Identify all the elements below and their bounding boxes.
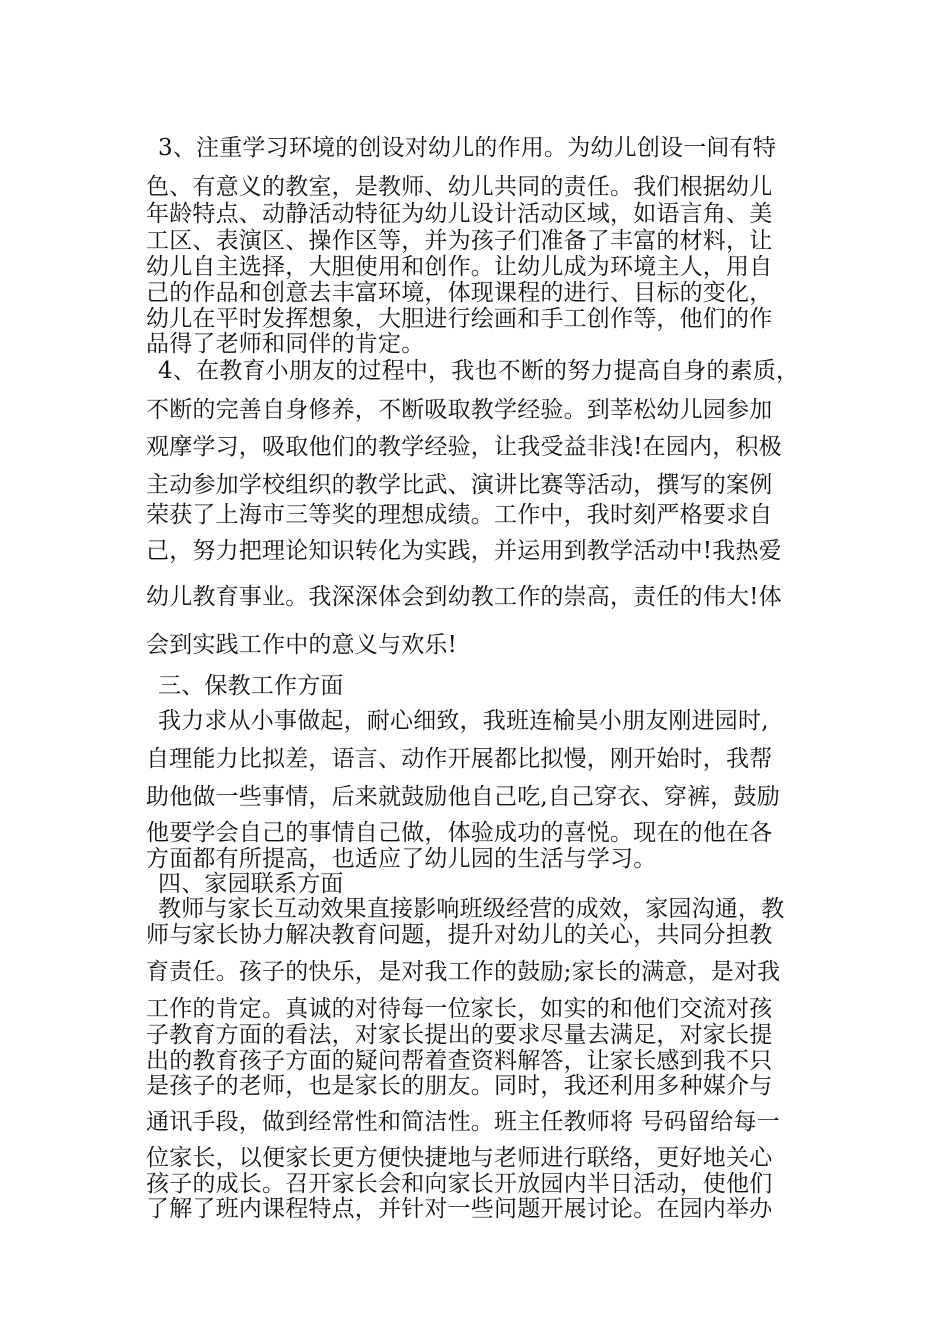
paragraph-line: 师与家长协力解决教育问题，提升对幼儿的关心，共同分担教 bbox=[146, 922, 773, 948]
paragraph-3-line: 品得了老师和同伴的肯定。 bbox=[146, 331, 425, 357]
paragraph-3-line: 工区、表演区、操作区等，并为孩子们准备了丰富的材料，让 bbox=[146, 228, 773, 254]
paragraph-line: 我力求从小事做起，耐心细致，我班连榆昊小朋友刚进园时, bbox=[158, 708, 769, 734]
paragraph-line: 孩子的成长。召开家长会和向家长开放园内半日活动，使他们 bbox=[146, 1171, 773, 1197]
paragraph-3-line: 幼儿在平时发挥想象，大胆进行绘画和手工创作等，他们的作 bbox=[146, 306, 773, 332]
paragraph-line: 他要学会自己的事情自己做，体验成功的喜悦。现在的他在各 bbox=[146, 820, 773, 846]
paragraph-4-line: 不断的完善自身修养，不断吸取教学经验。到莘松幼儿园参加 bbox=[146, 397, 773, 423]
section-heading: 三、保教工作方面 bbox=[158, 673, 344, 699]
paragraph-line: 了解了班内课程特点，并针对一些问题开展讨论。在园内举办 bbox=[146, 1196, 773, 1222]
paragraph-3-line: 色、有意义的教室，是教师、幼儿共同的责任。我们根据幼儿 bbox=[146, 174, 773, 200]
paragraph-4-line: 4、在教育小朋友的过程中，我也不断的努力提高自身的素质， bbox=[158, 358, 800, 384]
paragraph-line: 工作的肯定。真诚的对待每一位家长，如实的和他们交流对孩 bbox=[146, 996, 773, 1022]
paragraph-4-line: 荣获了上海市三等奖的理想成绩。工作中，我时刻严格要求自 bbox=[146, 502, 773, 528]
paragraph-line: 自理能力比拟差，语言、动作开展都比拟慢，刚开始时，我帮 bbox=[146, 746, 773, 772]
paragraph-line: 通讯手段，做到经常性和简洁性。班主任教师将 号码留给每一 bbox=[146, 1109, 780, 1135]
paragraph-4-line: 己，努力把理论知识转化为实践，并运用到教学活动中!我热爱 bbox=[146, 538, 782, 564]
paragraph-line: 位家长，以便家长更方便快捷地与老师进行联络，更好地关心 bbox=[146, 1145, 773, 1171]
paragraph-line: 教师与家长互动效果直接影响班级经营的成效，家园沟通，教 bbox=[158, 896, 785, 922]
paragraph-line: 育责任。孩子的快乐，是对我工作的鼓励;家长的满意，是对我 bbox=[146, 959, 781, 985]
paragraph-4-line: 会到实践工作中的意义与欢乐! bbox=[146, 632, 458, 658]
paragraph-3-line: 幼儿自主选择，大胆使用和创作。让幼儿成为环境主人，用自 bbox=[146, 254, 773, 280]
paragraph-line: 出的教育孩子方面的疑问帮着查资料解答，让家长感到我不只 bbox=[146, 1048, 773, 1074]
paragraph-line: 子教育方面的看法，对家长提出的要求尽量去满足，对家长提 bbox=[146, 1022, 773, 1048]
paragraph-3-line: 己的作品和创意去丰富环境，体现课程的进行、目标的变化， bbox=[146, 280, 773, 306]
paragraph-4-line: 主动参加学校组织的教学比武、演讲比赛等活动，撰写的案例 bbox=[146, 472, 773, 498]
paragraph-4-line: 观摩学习，吸取他们的教学经验，让我受益非浅!在园内，积极 bbox=[146, 434, 782, 460]
paragraph-3-line: 年龄特点、动静活动特征为幼儿设计活动区域，如语言角、美 bbox=[146, 201, 773, 227]
paragraph-line: 助他做一些事情，后来就鼓励他自己吃,自己穿衣、穿裤，鼓励 bbox=[146, 784, 780, 810]
paragraph-line: 是孩子的老师，也是家长的朋友。同时，我还利用多种媒介与 bbox=[146, 1073, 773, 1099]
section-heading: 四、家园联系方面 bbox=[158, 871, 344, 897]
paragraph-3-line: 3、注重学习环境的创设对幼儿的作用。为幼儿创设一间有特 bbox=[158, 135, 777, 161]
paragraph-4-line: 幼儿教育事业。我深深体会到幼教工作的崇高，责任的伟大!体 bbox=[146, 584, 782, 610]
paragraph-line: 方面都有所提高，也适应了幼儿园的生活与学习。 bbox=[146, 846, 657, 872]
